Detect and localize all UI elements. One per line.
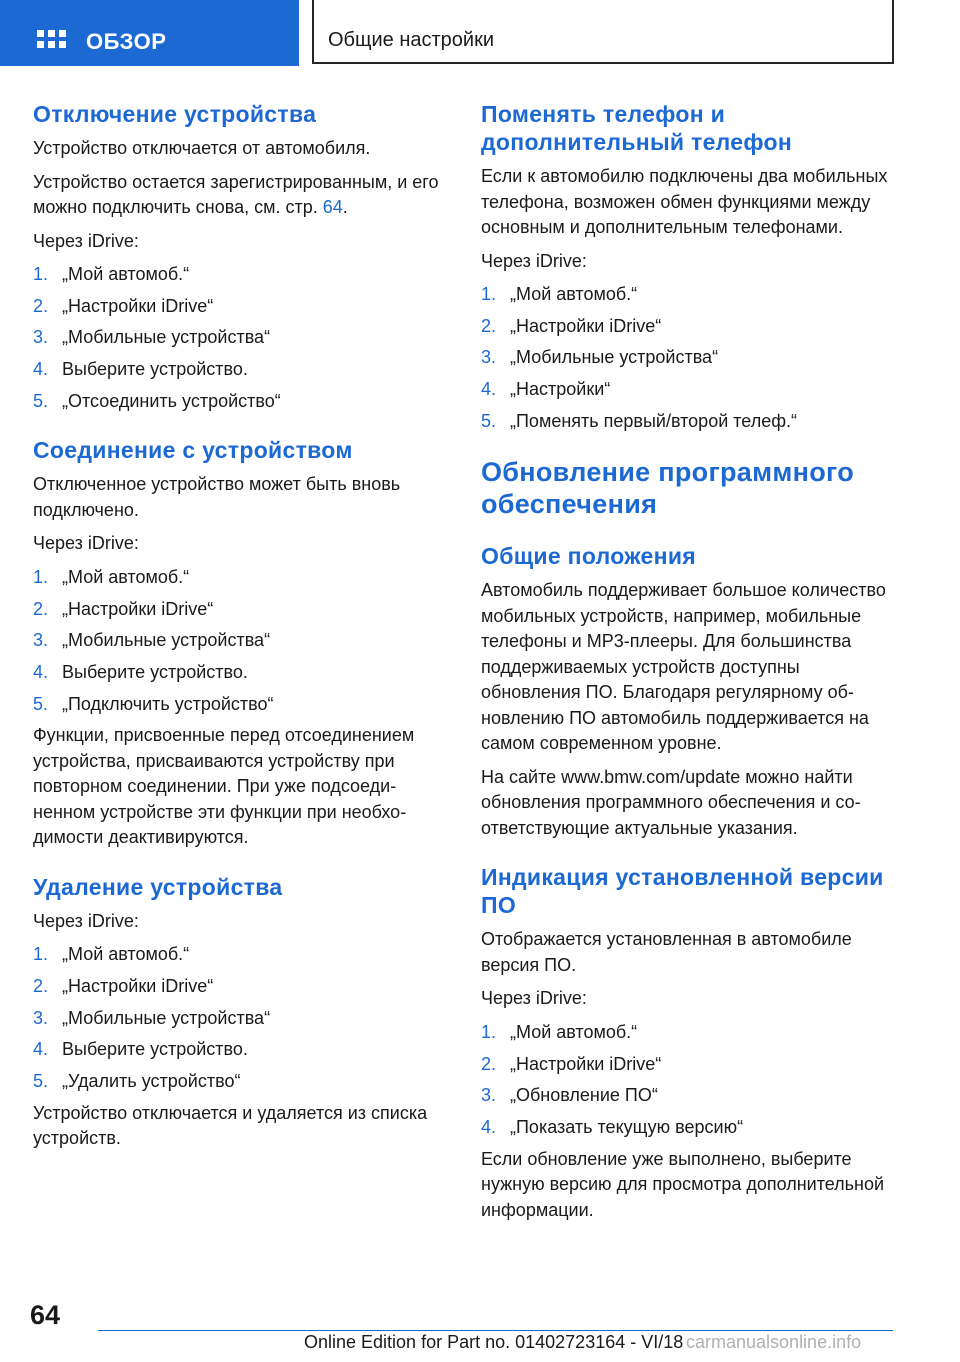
list-item: 4. Выберите устройство. (33, 359, 248, 380)
footer-edition: Online Edition for Part no. 01402723164 - VI/18 (304, 1332, 684, 1352)
grid-menu-icon (37, 30, 67, 52)
page-link[interactable]: 64 (322, 197, 343, 217)
list-item: 1. „Мой автомоб.“ (33, 566, 190, 587)
via-idrive-label: Через iDrive: (33, 910, 139, 931)
list-item: 5. „Удалить устройство“ (33, 1071, 241, 1092)
section-title-box (312, 0, 894, 64)
list-item: 4. „Настройки“ (481, 379, 611, 400)
heading-connect-device: Соединение с устройством (33, 437, 353, 464)
list-item: 1. „Мой автомоб.“ (481, 284, 638, 304)
list-item: 5. „Поменять первый/второй телеф.“ (481, 410, 798, 431)
steps-list (481, 1020, 897, 1141)
footer-divider (98, 1330, 893, 1331)
heading-general: Общие положения (481, 543, 696, 570)
list-item: 3. „Мобильные устройства“ (481, 347, 719, 368)
paragraph: Отображается установленная в автомобиле версия ПО. (481, 929, 852, 975)
list-item: 4. Выберите устройство. (33, 1039, 248, 1060)
list-item: 2. „Настройки iDrive“ (481, 1053, 662, 1074)
page-number: 64 (30, 1300, 61, 1330)
list-item: 2. „Настройки iDrive“ (33, 295, 214, 316)
watermark: carmanualsonline.info (686, 1332, 862, 1352)
paragraph: Устройство остается зарегистрированным, и его можно подключить снова, см. стр. 64. (33, 171, 439, 217)
right-column (481, 100, 897, 1223)
paragraph: Отключенное устройство может быть вновь подключено. (33, 474, 401, 520)
list-item: 3. „Мобильные устройства“ (33, 630, 271, 651)
steps-list (33, 565, 443, 717)
list-item: 4. Выберите устройство. (33, 662, 248, 682)
paragraph: Если к автомобилю подключены два мобильных телефона, возможен обмен функциями между основным и дополнительным телефонами. (481, 166, 888, 237)
heading-software-update: Обновление программного обеспечения (481, 457, 855, 520)
via-idrive-label: Через iDrive: (33, 230, 139, 251)
paragraph: Если обновление уже выполнено, выберите нужную версию для просмотра дополнительной информации. (481, 1148, 885, 1220)
heading-installed-version: Индикация установленной версии ПО (481, 864, 884, 919)
paragraph: Устройство отключается и удаляется из списка устройств. (33, 1102, 428, 1149)
heading-disconnect-device: Отключение устройства (33, 101, 317, 127)
section-title: Общие настройки (328, 29, 494, 51)
via-idrive-label: Через iDrive: (481, 250, 587, 271)
list-item: 2. „Настройки iDrive“ (33, 598, 214, 619)
list-item: 2. „Настройки iDrive“ (481, 315, 662, 336)
list-item: 2. „Настройки iDrive“ (33, 976, 214, 997)
list-item: 1. „Мой автомоб.“ (33, 944, 190, 965)
header-bar (0, 0, 960, 66)
via-idrive-label: Через iDrive: (33, 533, 139, 554)
paragraph: Функции, присвоенные перед отсоединением устройства, присваиваются устройству при повторном соединении. При уже подсоединенном устройстве эти функции при необходимости деактивируются. (33, 725, 415, 848)
list-item: 1. „Мой автомоб.“ (481, 1021, 638, 1042)
steps-list (33, 262, 443, 414)
paragraph: Устройство отключается от автомобиля. (33, 138, 371, 158)
list-item: 5. „Подключить устройство“ (33, 693, 274, 714)
list-item: 3. „Мобильные устройства“ (33, 1007, 271, 1028)
via-idrive-label: Через iDrive: (481, 988, 587, 1009)
list-item: 4. „Показать текущую версию“ (481, 1117, 744, 1137)
steps-list (33, 942, 443, 1094)
list-item: 1. „Мой автомоб.“ (33, 264, 190, 284)
heading-delete-device: Удаление устройства (33, 873, 283, 900)
paragraph: Автомобиль поддерживает большое количество мобильных устройств, например, мобильные телефоны и MP3-плееры. Для большинства поддерживаемых устройств доступны обновления ПО. Благодаря регулярному обновлению ПО автомобиль поддерживается на самом современном уровне. (481, 580, 886, 754)
left-column (33, 100, 443, 1152)
heading-switch-phone: Поменять телефон и дополнительный телефон (481, 101, 793, 155)
list-item: 3. „Мобильные устройства“ (33, 327, 271, 348)
paragraph: На сайте www.bmw.com/update можно найти обновления программного обеспечения и соответствующие актуальные указания. (481, 766, 861, 838)
steps-list (481, 282, 897, 434)
list-item: 3. „Обновление ПО“ (481, 1085, 658, 1106)
overview-tab-label: ОБЗОР (86, 29, 167, 54)
list-item: 5. „Отсоединить устройство“ (33, 390, 281, 411)
overview-tab[interactable] (0, 0, 299, 66)
